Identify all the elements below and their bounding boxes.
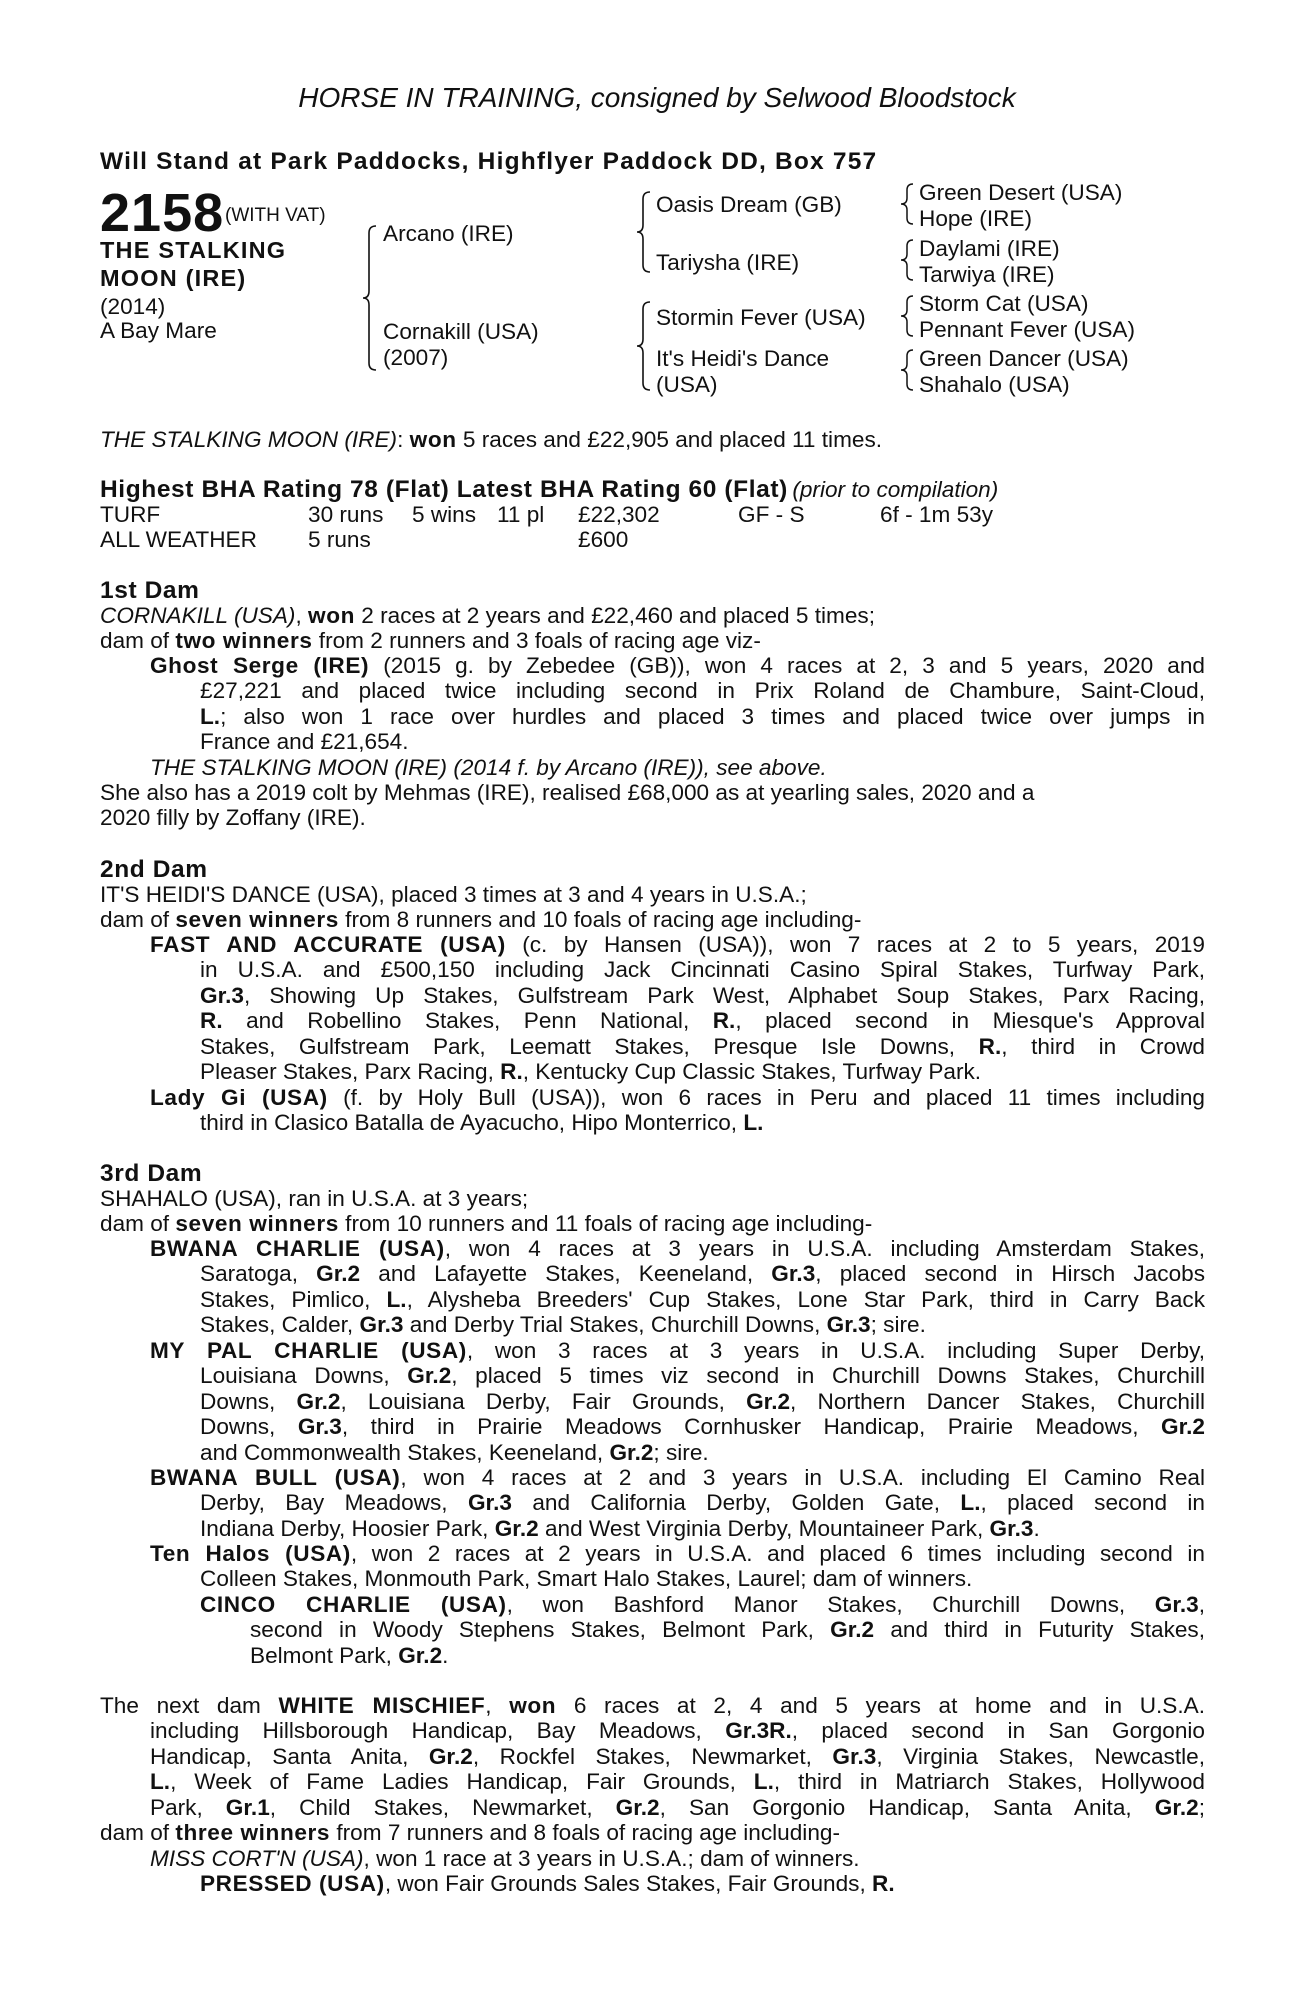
nd-listed: L. <box>753 1769 774 1795</box>
bc-grade: Gr.3 <box>826 1312 871 1338</box>
cinco-charlie-entry <box>200 1592 1205 1668</box>
third-dam-record: SHAHALO (USA), ran in U.S.A. at 3 years; <box>100 1186 529 1211</box>
fa-l3: , Showing Up Stakes, Gulfstream Park West, Alphabet Soup Stakes, Parx Racing, <box>243 982 1205 1008</box>
first-dam-text: 2 races at 2 years and £22,460 and placed 5 times; <box>355 603 875 628</box>
produce-winners: two winners <box>175 628 313 653</box>
mp-l3c: , Northern Dancer Stakes, Churchill <box>790 1388 1205 1414</box>
produce-winners: three winners <box>175 1820 331 1846</box>
sire-sire-dam: Hope (IRE) <box>919 206 1033 231</box>
bc-listed: L. <box>386 1286 407 1312</box>
bc-l3a: Stakes, Pimlico, <box>200 1286 387 1312</box>
fa-l2: in U.S.A. and £500,150 including Jack Cincinnati Casino Spiral Stakes, Turfway Park, <box>200 957 1205 983</box>
miss-cortn-name: MISS CORT'N (USA) <box>150 1846 364 1871</box>
bc-l4a: Stakes, Calder, <box>200 1312 360 1338</box>
cc-l3b: . <box>442 1642 449 1668</box>
nd-l3b: , Rockfel Stakes, Newmarket, <box>472 1743 833 1769</box>
fa-l5b: , third in Crowd <box>1001 1033 1205 1059</box>
bc-grade: Gr.2 <box>316 1261 361 1287</box>
bb-l3b: and West Virginia Derby, Mountaineer Park, <box>538 1515 990 1541</box>
dam <box>383 319 539 371</box>
sire-dam-sire: Daylami (IRE) <box>919 236 1060 261</box>
nd-l2b: , placed second in San Gorgonio <box>791 1718 1205 1744</box>
fa-restricted: R. <box>978 1033 1002 1059</box>
gp-bracket-2 <box>903 238 915 282</box>
bwana-bull-entry <box>150 1465 1205 1541</box>
fa-l1: (c. by Hansen (USA)), won 7 races at 2 to 5 years, 2019 <box>505 932 1205 957</box>
first-dam-won: won <box>308 603 355 628</box>
bb-l2c: , placed second in <box>980 1490 1205 1516</box>
bb-grade: Gr.2 <box>494 1515 539 1541</box>
turf-runs: 30 runs <box>308 502 384 527</box>
ten-halos-name: Ten Halos (USA) <box>150 1541 351 1566</box>
mp-grade: Gr.2 <box>1161 1414 1205 1440</box>
mp-grade: Gr.2 <box>296 1388 341 1414</box>
fa-l6b: , Kentucky Cup Classic Stakes, Turfway Park. <box>522 1059 982 1085</box>
rating-bold: Highest BHA Rating 78 (Flat) Latest BHA Rating 60 (Flat) <box>100 476 788 503</box>
ghost-serge-l4: France and £21,654. <box>200 729 409 755</box>
bb-grade: Gr.3 <box>989 1515 1034 1541</box>
third-dam-heading: 3rd Dam <box>100 1160 203 1187</box>
page-header: HORSE IN TRAINING, consigned by Selwood Bloodstock <box>298 82 1016 113</box>
nd-l2a: including Hillsborough Handicap, Bay Meadows, <box>150 1718 726 1744</box>
dam-dam-sire: Green Dancer (USA) <box>919 346 1129 371</box>
fa-restricted: R. <box>712 1008 736 1034</box>
nd-grade: Gr.3R. <box>725 1718 792 1744</box>
nd-l3c: , Virginia Stakes, Newcastle, <box>876 1743 1205 1769</box>
dam-parents-bracket <box>640 300 652 392</box>
nd-l5d: ; <box>1198 1794 1205 1820</box>
ghost-serge-name: Ghost Serge (IRE) <box>150 653 370 678</box>
dam-dam-dam: Shahalo (USA) <box>919 372 1070 397</box>
stalking-moon-entry: THE STALKING MOON (IRE) (2014 f. by Arcano (IRE)), see above. <box>150 755 827 780</box>
ten-halos-entry <box>150 1541 1205 1592</box>
mp-l3b: , Louisiana Derby, Fair Grounds, <box>340 1388 747 1414</box>
mp-grade: Gr.2 <box>407 1363 452 1389</box>
nd-grade: Gr.2 <box>428 1743 473 1769</box>
produce-winners: seven winners <box>175 1211 339 1236</box>
also-has-l1: She also has a 2019 colt by Mehmas (IRE), realised £68,000 as at yearling sales, 2020 and a <box>100 780 1035 805</box>
nd-l1b: , <box>485 1693 510 1718</box>
turf-distance: 6f - 1m 53y <box>880 502 994 527</box>
nd-l1a: The next dam <box>100 1693 279 1718</box>
summary-text: 5 races and £22,905 and placed 11 times. <box>456 427 883 452</box>
fast-and-accurate-name: FAST AND ACCURATE (USA) <box>150 932 506 957</box>
produce-winners: seven winners <box>175 907 339 932</box>
produce-prefix: dam of <box>100 907 176 932</box>
first-dam-produce <box>100 628 761 654</box>
next-dam-entry <box>100 1693 1205 1845</box>
gp-bracket-3 <box>903 294 915 338</box>
horse-description: A Bay Mare <box>100 318 217 343</box>
mp-grade: Gr.2 <box>609 1439 654 1465</box>
sire-parents-bracket <box>640 190 652 274</box>
aw-prize: £600 <box>578 527 629 552</box>
nd-grade: Gr.1 <box>225 1794 270 1820</box>
produce-suffix: from 8 runners and 10 foals of racing age including- <box>338 907 862 932</box>
turf-placed: 11 pl <box>497 502 545 527</box>
first-dam-name: CORNAKILL (USA) <box>100 603 296 628</box>
pressed-text: , won Fair Grounds Sales Stakes, Fair Grounds, <box>384 1871 873 1896</box>
second-dam-record: IT'S HEIDI'S DANCE (USA), placed 3 times at 3 and 4 years in U.S.A.; <box>100 882 807 907</box>
horse-year: (2014) <box>100 294 166 319</box>
rating-note: (prior to compilation) <box>792 477 999 502</box>
fa-restricted: R. <box>500 1059 523 1085</box>
dam-sire-sire: Storm Cat (USA) <box>919 291 1089 316</box>
bb-l2b: and California Derby, Golden Gate, <box>511 1490 961 1516</box>
th-l1: , won 2 races at 2 years in U.S.A. and placed 6 times including second in <box>350 1541 1205 1566</box>
ghost-serge-entry <box>150 653 1205 755</box>
sire-sire: Oasis Dream (GB) <box>656 192 842 217</box>
lady-gi-name: Lady Gi (USA) <box>150 1085 328 1110</box>
bb-grade: Gr.3 <box>467 1490 512 1516</box>
produce-prefix: dam of <box>100 1211 176 1236</box>
my-pal-charlie-entry <box>150 1338 1205 1465</box>
nd-l3a: Handicap, Santa Anita, <box>150 1743 429 1769</box>
produce-suffix: from 7 runners and 8 foals of racing age including- <box>330 1820 840 1846</box>
ghost-serge-l1: (2015 g. by Zebedee (GB)), won 4 races at 2, 3 and 5 years, 2020 and <box>369 653 1205 678</box>
bwana-bull-name: BWANA BULL (USA) <box>150 1465 401 1490</box>
fa-restricted: R. <box>200 1008 223 1034</box>
nd-grade: Gr.2 <box>615 1794 660 1820</box>
sire-sire-sire: Green Desert (USA) <box>919 180 1123 205</box>
nd-won: won <box>509 1693 557 1718</box>
bwana-charlie-entry <box>150 1236 1205 1338</box>
bc-l1: , won 4 races at 3 years in U.S.A. including Amsterdam Stakes, <box>444 1236 1205 1261</box>
mp-grade: Gr.2 <box>746 1388 791 1414</box>
mp-l5a: and Commonwealth Stakes, Keeneland, <box>200 1439 610 1465</box>
lg-listed: L. <box>743 1110 764 1136</box>
turf-prize: £22,302 <box>578 502 660 527</box>
bc-l2c: , placed second in Hirsch Jacobs <box>815 1261 1206 1287</box>
turf-going: GF - S <box>738 502 805 527</box>
fa-grade: Gr.3 <box>200 982 244 1008</box>
sire-dam: Tariysha (IRE) <box>656 250 800 275</box>
venue-line: Will Stand at Park Paddocks, Highflyer Paddock DD, Box 757 <box>100 148 878 175</box>
lg-l1: (f. by Holy Bull (USA)), won 6 races in Peru and placed 11 times including <box>327 1085 1205 1110</box>
summary-won: won <box>409 427 457 452</box>
bc-l2b: and Lafayette Stakes, Keeneland, <box>360 1261 772 1287</box>
bc-l3b: , Alysheba Breeders' Cup Stakes, Lone Star Park, third in Carry Back <box>406 1286 1205 1312</box>
mp-l5b: ; sire. <box>653 1439 709 1465</box>
mp-l1: , won 3 races at 3 years in U.S.A. including Super Derby, <box>466 1338 1205 1363</box>
cc-l2b: and third in Futurity Stakes, <box>874 1617 1206 1643</box>
miss-cortn-entry <box>150 1846 860 1872</box>
produce-prefix: dam of <box>100 628 176 653</box>
dam-sire: Stormin Fever (USA) <box>656 305 866 330</box>
bc-l2a: Saratoga, <box>200 1261 317 1287</box>
also-has-l2: 2020 filly by Zoffany (IRE). <box>100 805 366 830</box>
produce-suffix: from 10 runners and 11 foals of racing age including- <box>338 1211 873 1236</box>
ghost-serge-l3: ; also won 1 race over hurdles and placed 3 times and placed twice over jumps in <box>220 703 1205 729</box>
cc-l3a: Belmont Park, <box>250 1642 399 1668</box>
dam-year: (2007) <box>383 345 449 370</box>
race-summary <box>100 427 882 453</box>
bc-grade: Gr.3 <box>359 1312 404 1338</box>
nd-l1c: 6 races at 2, 4 and 5 years at home and in U.S.A. <box>556 1693 1205 1718</box>
pressed-restricted: R. <box>872 1871 895 1896</box>
dam-dam-country: (USA) <box>656 372 718 397</box>
my-pal-charlie-name: MY PAL CHARLIE (USA) <box>150 1338 467 1363</box>
dam-sire-dam: Pennant Fever (USA) <box>919 317 1135 342</box>
mp-l4b: , third in Prairie Meadows Cornhusker Handicap, Prairie Meadows, <box>341 1414 1162 1440</box>
nd-grade: Gr.3 <box>832 1743 877 1769</box>
sire: Arcano (IRE) <box>383 221 514 246</box>
bc-l4c: ; sire. <box>870 1312 926 1338</box>
cc-l2a: second in Woody Stephens Stakes, Belmont Park, <box>250 1617 831 1643</box>
bb-l3a: Indiana Derby, Hoosier Park, <box>200 1515 495 1541</box>
aw-runs: 5 runs <box>308 527 371 552</box>
bwana-charlie-name: BWANA CHARLIE (USA) <box>150 1236 445 1261</box>
cinco-charlie-name: CINCO CHARLIE (USA) <box>200 1592 507 1617</box>
nd-l4a: , Week of Fame Ladies Handicap, Fair Grounds, <box>170 1769 754 1795</box>
ghost-serge-listed: L. <box>200 703 221 729</box>
first-dam-heading: 1st Dam <box>100 577 200 604</box>
nd-listed: L. <box>150 1769 171 1795</box>
fa-l4b: , placed second in Miesque's Approval <box>735 1008 1205 1034</box>
first-dam-record: CORNAKILL (USA), won 2 races at 2 years and £22,460 and placed 5 times; <box>100 603 875 628</box>
aw-surface: ALL WEATHER <box>100 527 257 552</box>
bc-grade: Gr.3 <box>771 1261 816 1287</box>
horse-name-line-2: MOON (IRE) <box>100 265 247 291</box>
bb-listed: L. <box>960 1490 981 1516</box>
fast-and-accurate-entry <box>150 932 1205 1084</box>
lady-gi-entry <box>150 1085 1205 1136</box>
gp-bracket-1 <box>903 182 915 226</box>
mp-grade: Gr.3 <box>297 1414 342 1440</box>
nd-l5b: , Child Stakes, Newmarket, <box>269 1794 616 1820</box>
mp-l4a: Downs, <box>200 1414 298 1440</box>
pressed-name: PRESSED (USA) <box>200 1871 385 1896</box>
lg-l2: third in Clasico Batalla de Ayacucho, Hipo Monterrico, <box>200 1110 744 1136</box>
bb-l2a: Derby, Bay Meadows, <box>200 1490 468 1516</box>
horse-name-line-1: THE STALKING <box>100 237 287 263</box>
bb-l3c: . <box>1033 1515 1040 1541</box>
nd-grade: Gr.2 <box>1154 1794 1199 1820</box>
turf-surface: TURF <box>100 502 161 527</box>
summary-colon: : <box>397 427 404 452</box>
th-l2: Colleen Stakes, Monmouth Park, Smart Halo Stakes, Laurel; dam of winners. <box>200 1566 973 1592</box>
bb-l1: , won 4 races at 2 and 3 years in U.S.A. including El Camino Real <box>400 1465 1205 1490</box>
produce-prefix: dam of <box>100 1820 176 1846</box>
dam-name: Cornakill (USA) <box>383 319 539 344</box>
summary-horse-name: THE STALKING MOON (IRE) <box>100 427 398 452</box>
rating-line <box>100 476 998 504</box>
dam-dam <box>656 346 829 398</box>
second-dam-produce <box>100 907 861 933</box>
white-mischief-name: WHITE MISCHIEF <box>278 1693 486 1718</box>
sire-dam-bracket <box>366 224 378 372</box>
second-dam-heading: 2nd Dam <box>100 856 208 883</box>
fa-l5a: Stakes, Gulfstream Park, Leematt Stakes, Presque Isle Downs, <box>200 1033 979 1059</box>
gp-bracket-4 <box>903 348 915 392</box>
turf-wins: 5 wins <box>412 502 477 527</box>
pressed-entry <box>200 1871 895 1897</box>
nd-l5a: Park, <box>150 1794 226 1820</box>
lot-number: 2158 <box>100 183 225 243</box>
bc-l4b: and Derby Trial Stakes, Churchill Downs, <box>403 1312 827 1338</box>
dam-dam-name: It's Heidi's Dance <box>656 346 830 371</box>
third-dam-produce <box>100 1211 872 1237</box>
cc-grade: Gr.2 <box>398 1642 443 1668</box>
mp-l2b: , placed 5 times viz second in Churchill Downs Stakes, Churchill <box>451 1363 1205 1389</box>
fa-l6a: Pleaser Stakes, Parx Racing, <box>200 1059 501 1085</box>
fa-l4a: and Robellino Stakes, Penn National, <box>222 1008 713 1034</box>
ghost-serge-l2: £27,221 and placed twice including second in Prix Roland de Chambure, Saint-Cloud, <box>200 678 1205 704</box>
sire-dam-dam: Tarwiya (IRE) <box>919 262 1055 287</box>
cc-l1b: , <box>1198 1592 1206 1617</box>
cc-grade: Gr.3 <box>1154 1592 1199 1617</box>
nd-l5c: , San Gorgonio Handicap, Santa Anita, <box>659 1794 1155 1820</box>
vat-note: (WITH VAT) <box>225 205 326 226</box>
nd-l4b: , third in Matriarch Stakes, Hollywood <box>773 1769 1205 1795</box>
cc-grade: Gr.2 <box>830 1617 875 1643</box>
mp-l3a: Downs, <box>200 1388 297 1414</box>
miss-cortn-text: , won 1 race at 3 years in U.S.A.; dam of winners. <box>363 1846 860 1871</box>
cc-l1a: , won Bashford Manor Stakes, Churchill Downs, <box>506 1592 1155 1617</box>
mp-l2a: Louisiana Downs, <box>200 1363 408 1389</box>
produce-suffix: from 2 runners and 3 foals of racing age viz- <box>312 628 761 653</box>
horse-name <box>100 236 286 292</box>
